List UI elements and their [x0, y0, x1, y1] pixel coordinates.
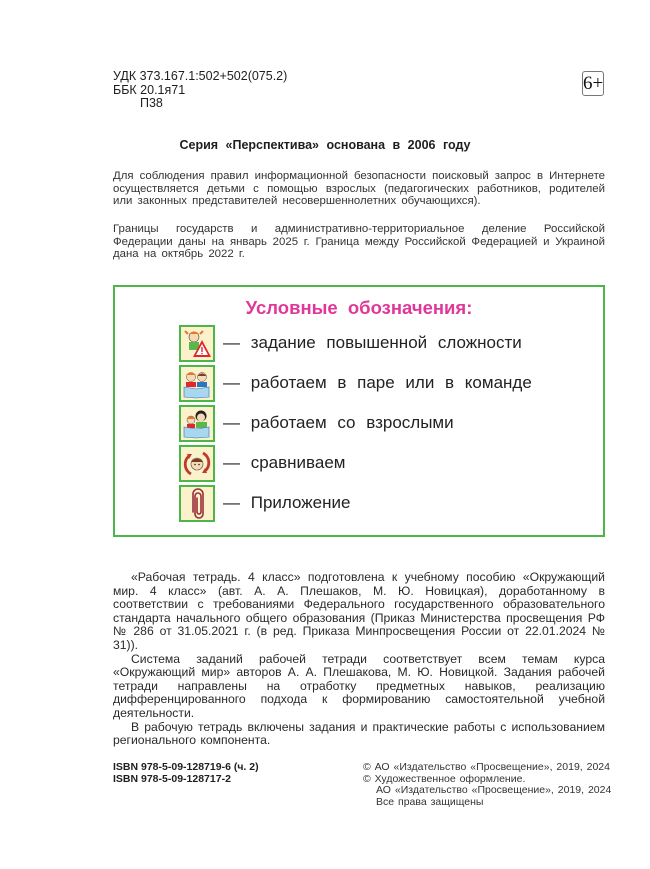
- classification-codes: [113, 70, 287, 111]
- internet-safety-notice: Для соблюдения правил информационной безопасности поисковый запрос в Интернете осуществляется детьми с помощью взрослых (педагогических работников, родителей или законных представителей несовершеннолетних обучающихся).: [113, 170, 605, 207]
- legend-item-appendix: [179, 485, 350, 521]
- legend-item-compare: [179, 445, 346, 481]
- pair-work-icon: [179, 365, 215, 402]
- legend-item-advanced: [179, 325, 522, 361]
- legend-box: [113, 285, 605, 537]
- isbn-block: [113, 762, 259, 785]
- paperclip-icon: [179, 485, 215, 522]
- description-paragraph: Система заданий рабочей тетради соответствует всем темам курса «Окружающий мир» авторов А. А. Плешакова, М. Ю. Новицкой. Задания рабочей тетради направлены на отработку предметных навыков, реализацию дифференцированного подхода к формированию самостоятельной учебной деятельности.: [113, 651, 605, 720]
- udk-code: УДК 373.167.1:502+502(075.2): [113, 69, 288, 83]
- copyright-line: АО «Издательство «Просвещение», 2019, 2024: [376, 784, 612, 796]
- borders-notice: Границы государств и административно-территориальное деление Российской Федерации даны на январь 2025 г. Граница между Российской Федерацией и Украиной дана на октябрь 2022 г.: [113, 223, 605, 260]
- copyright-line: © Художественное оформление.: [363, 772, 526, 785]
- legend-label: — сравниваем: [223, 453, 346, 472]
- copyright-block: [363, 762, 611, 808]
- legend-label: — Приложение: [223, 493, 351, 512]
- description-paragraph: «Рабочая тетрадь. 4 класс» подготовлена к учебному пособию «Окружающий мир. 4 класс» (авт. А. А. Плешаков, М. Ю. Новицкая), доработанному в соответствии с требованиями Федерального государственного образовательного стандарта начального общего образования (Приказ Министерства просвещения РФ № 286 от 31.05.2021 г. (в ред. Приказа Минпросвещения России от 22.01.2024 № 31)).: [113, 570, 605, 652]
- series-line: Серия «Перспектива» основана в 2006 году: [179, 138, 471, 152]
- description: [113, 571, 605, 748]
- legend-label: — работаем в паре или в команде: [223, 373, 532, 392]
- adult-work-icon: [179, 405, 215, 442]
- legend-item-pair-work: [179, 365, 532, 401]
- copyright-line: © АО «Издательство «Просвещение», 2019, 2024: [363, 761, 610, 773]
- advanced-task-icon: [179, 325, 215, 362]
- isbn-line: ISBN 978-5-09-128719-6 (ч. 2): [113, 761, 259, 773]
- legend-label: — работаем со взрослыми: [223, 413, 454, 432]
- author-mark: П38: [140, 96, 163, 110]
- bbk-code: ББК 20.1я71: [113, 82, 186, 97]
- isbn-line: ISBN 978-5-09-128717-2: [113, 772, 231, 785]
- legend-label: — задание повышенной сложности: [223, 333, 522, 352]
- age-rating-badge: 6+: [583, 73, 604, 94]
- compare-icon: [179, 445, 215, 482]
- copyright-line: Все права защищены: [376, 795, 484, 808]
- legend-title: Условные обозначения:: [245, 297, 473, 318]
- description-paragraph: В рабочую тетрадь включены задания и практические работы с использованием регионального компонента.: [113, 719, 605, 748]
- legend-item-adult-work: [179, 405, 454, 441]
